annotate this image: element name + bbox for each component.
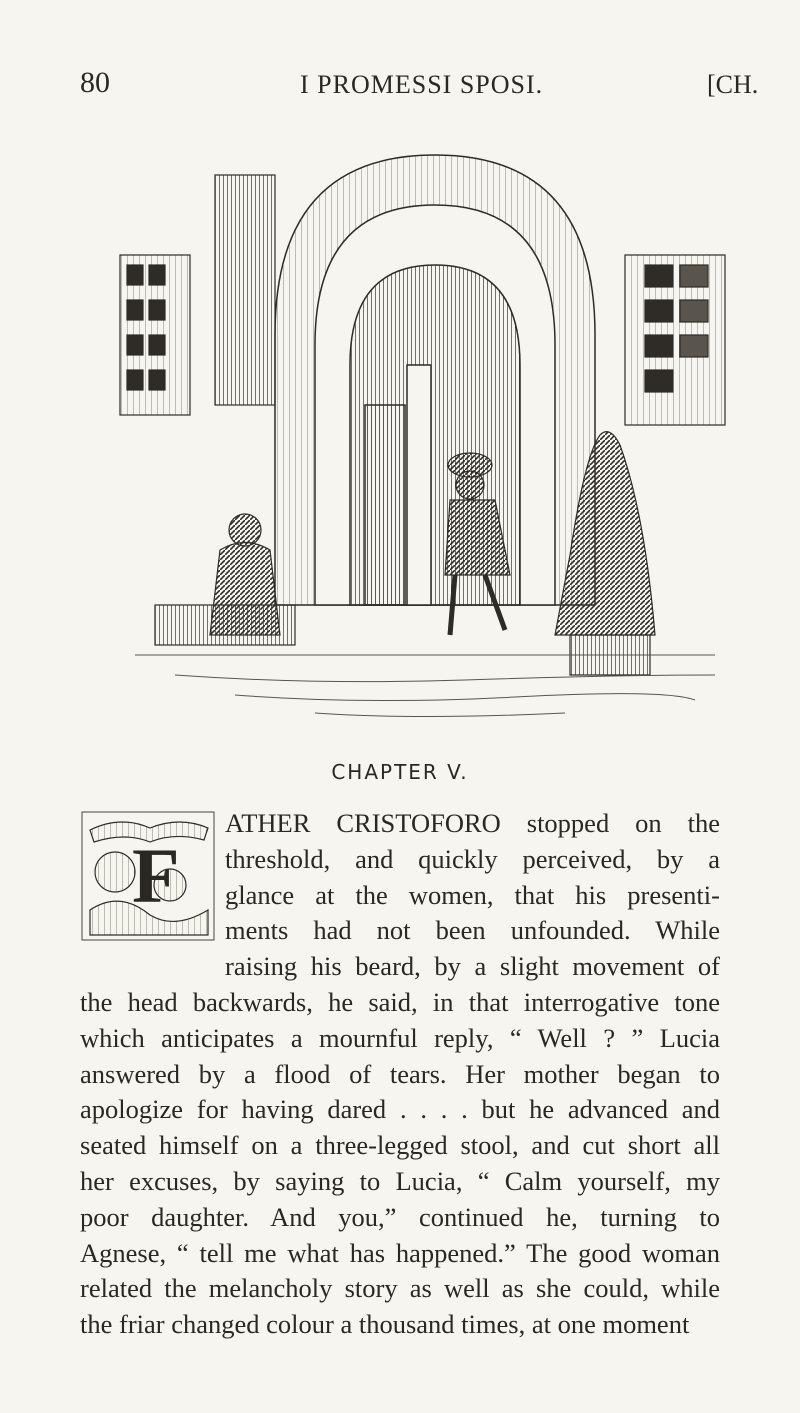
text-line: her excuses, by saying to Lucia, “ Calm yourself, my <box>80 1165 720 1196</box>
text-line: raising his beard, by a slight movement of <box>225 951 720 982</box>
body-text <box>80 806 720 1343</box>
chapter-heading: CHAPTER V. <box>331 760 469 784</box>
page-number: 80 <box>80 66 110 99</box>
text-line: ments had not been unfounded. While <box>225 915 720 946</box>
text-line: ATHER CRISTOFORO stopped on the <box>225 808 720 838</box>
text-line: related the melancholy story as well as she could, while <box>80 1273 720 1304</box>
text-line: apologize for having dared . . . . but he advanced and <box>80 1094 720 1125</box>
left-building <box>120 175 275 415</box>
running-title: I PROMESSI SPOSI. <box>300 70 544 99</box>
page-header <box>0 66 800 106</box>
seated-figure <box>155 514 295 645</box>
text-line: poor daughter. And you,” continued he, turning to <box>80 1201 720 1232</box>
text-line: seated himself on a three-legged stool, and cut short all <box>80 1130 720 1161</box>
text-line: which anticipates a mournful reply, “ Well ? ” Lucia <box>80 1022 720 1053</box>
text-line: Agnese, “ tell me what has happened.” The good woman <box>80 1237 720 1268</box>
text-line: the friar changed colour a thousand times, at one moment <box>80 1309 690 1340</box>
text-line: answered by a flood of tears. Her mother began to <box>80 1058 720 1089</box>
text-line: threshold, and quickly perceived, by a <box>225 843 720 874</box>
right-building <box>625 255 725 425</box>
chapter-abbreviation: [CH. <box>707 70 759 99</box>
text-line: glance at the women, that his presenti- <box>225 879 720 910</box>
text-line: the head backwards, he said, in that interrogative tone <box>80 986 720 1017</box>
engraving-illustration <box>115 135 735 725</box>
svg-text:F: F <box>132 832 180 919</box>
arched-doorway <box>275 155 595 605</box>
